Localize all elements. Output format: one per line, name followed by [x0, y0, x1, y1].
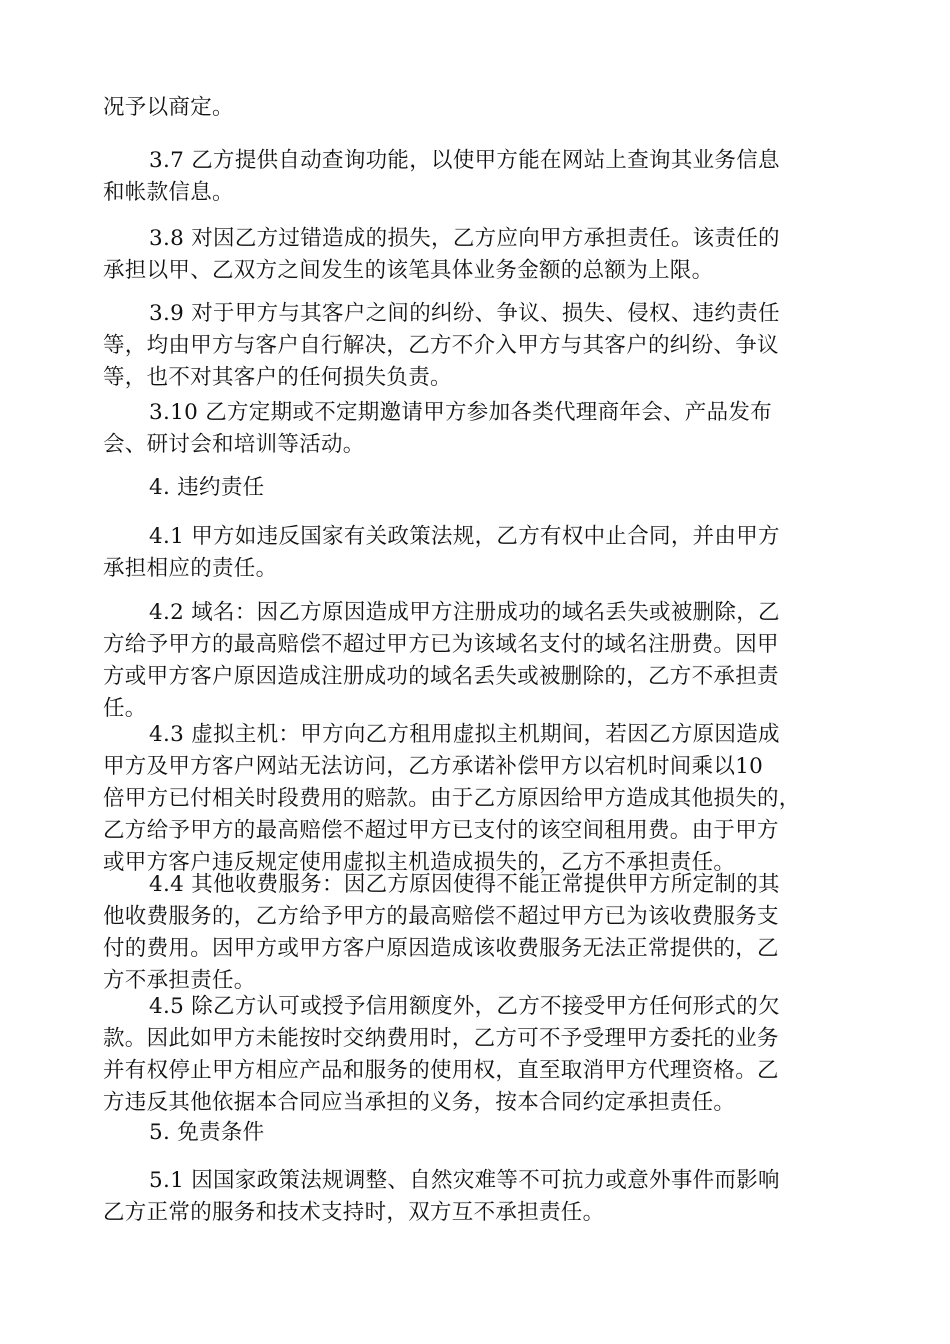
text-line: 4.1 甲方如违反国家有关政策法规，乙方有权中止合同，并由甲方 — [149, 524, 780, 549]
text-line: 3.7 乙方提供自动查询功能，以使甲方能在网站上查询其业务信息 — [149, 148, 780, 173]
text-line: 款。因此如甲方未能按时交纳费用时，乙方可不予受理甲方委托的业务 — [103, 1026, 779, 1051]
text-line: 方或甲方客户原因造成注册成功的域名丢失或被删除的，乙方不承担责 — [103, 664, 779, 689]
text-line: 况予以商定。 — [103, 95, 234, 120]
clause-5-1 — [103, 1165, 863, 1229]
text-line: 甲方及甲方客户网站无法访问，乙方承诺补偿甲方以宕机时间乘以10 — [103, 754, 764, 779]
text-line: 4.3 虚拟主机：甲方向乙方租用虚拟主机期间，若因乙方原因造成 — [149, 722, 780, 747]
clause-3-7 — [103, 145, 863, 209]
text-line: 承担以甲、乙双方之间发生的该笔具体业务金额的总额为上限。 — [103, 258, 714, 283]
text-line: 3.9 对于甲方与其客户之间的纠纷、争议、损失、侵权、违约责任 — [149, 301, 780, 326]
text-line: 4.4 其他收费服务：因乙方原因使得不能正常提供甲方所定制的其 — [149, 872, 780, 897]
clause-3-8 — [103, 223, 863, 287]
text-line: 方违反其他依据本合同应当承担的义务，按本合同约定承担责任。 — [103, 1090, 736, 1115]
text-line: 承担相应的责任。 — [103, 556, 278, 581]
text-line: 方不承担责任。 — [103, 968, 256, 993]
text-line: 方给予甲方的最高赔偿不超过甲方已为该域名支付的域名注册费。因甲 — [103, 632, 779, 657]
text-line: 并有权停止甲方相应产品和服务的使用权，直至取消甲方代理资格。乙 — [103, 1058, 779, 1083]
text-line: 5.1 因国家政策法规调整、自然灾难等不可抗力或意外事件而影响 — [149, 1168, 780, 1193]
text-line: 3.10 乙方定期或不定期邀请甲方参加各类代理商年会、产品发布 — [149, 400, 773, 425]
text-line: 等，也不对其客户的任何损失负责。 — [103, 365, 452, 390]
text-line: 任。 — [103, 696, 147, 721]
paragraph-continuation — [103, 92, 863, 124]
section-heading-5 — [103, 1117, 863, 1149]
text-line: 和帐款信息。 — [103, 180, 234, 205]
heading-text: 5. 免责条件 — [149, 1120, 265, 1145]
clause-4-3 — [103, 719, 863, 879]
clause-4-4 — [103, 869, 863, 997]
text-line: 乙方给予甲方的最高赔偿不超过甲方已支付的该空间租用费。由于甲方 — [103, 818, 779, 843]
text-line: 会、研讨会和培训等活动。 — [103, 432, 365, 457]
clause-4-2 — [103, 597, 863, 725]
text-line: 或甲方客户违反规定使用虚拟主机造成损失的，乙方不承担责任。 — [103, 850, 736, 875]
text-line: 付的费用。因甲方或甲方客户原因造成该收费服务无法正常提供的，乙 — [103, 936, 779, 961]
heading-text: 4. 违约责任 — [149, 475, 265, 500]
text-line: 4.5 除乙方认可或授予信用额度外，乙方不接受甲方任何形式的欠 — [149, 994, 780, 1019]
text-line: 等，均由甲方与客户自行解决，乙方不介入甲方与其客户的纠纷、争议 — [103, 333, 779, 358]
clause-4-5 — [103, 991, 863, 1119]
text-line: 他收费服务的，乙方给予甲方的最高赔偿不超过甲方已为该收费服务支 — [103, 904, 779, 929]
text-line: 倍甲方已付相关时段费用的赔款。由于乙方原因给甲方造成其他损失的， — [103, 786, 801, 811]
text-line: 4.2 域名：因乙方原因造成甲方注册成功的域名丢失或被删除，乙 — [149, 600, 780, 625]
clause-3-10 — [103, 397, 863, 461]
text-line: 乙方正常的服务和技术支持时，双方互不承担责任。 — [103, 1200, 605, 1225]
section-heading-4 — [103, 472, 863, 504]
text-line: 3.8 对因乙方过错造成的损失，乙方应向甲方承担责任。该责任的 — [149, 226, 780, 251]
clause-4-1 — [103, 521, 863, 585]
clause-3-9 — [103, 298, 863, 394]
